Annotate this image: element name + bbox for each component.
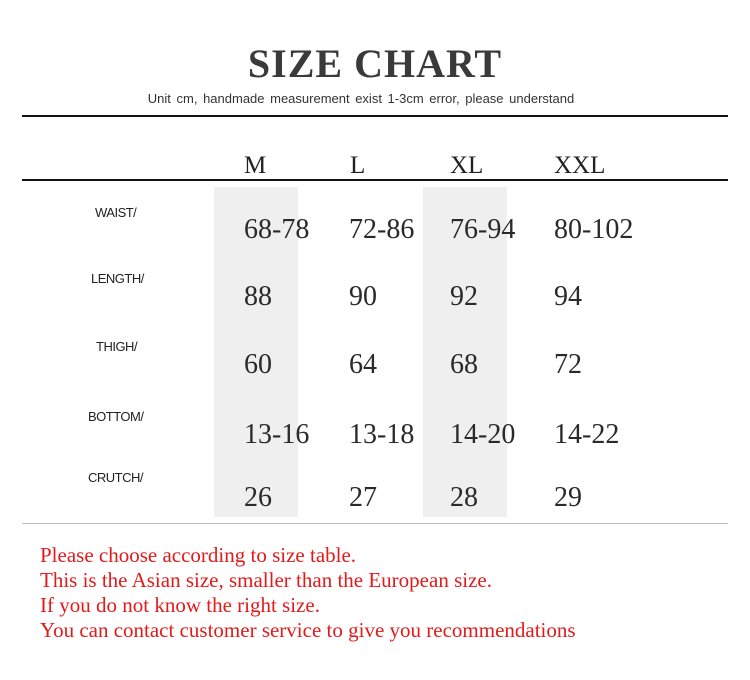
table-cell: 92 (450, 281, 478, 312)
size-header-xxl: XXL (554, 152, 606, 179)
row-label: WAIST/ (95, 205, 137, 220)
table-cell: 76-94 (450, 214, 516, 245)
note-line: You can contact customer service to give you recommendations (40, 618, 576, 642)
table-cell: 68-78 (244, 214, 310, 245)
header-divider (22, 179, 728, 181)
table-cell: 94 (554, 281, 582, 312)
row-label: THIGH/ (96, 339, 138, 354)
table-cell: 13-18 (349, 419, 415, 450)
note-line: Please choose according to size table. (40, 543, 357, 567)
note-line: If you do not know the right size. (40, 593, 320, 617)
page-title: SIZE CHART (247, 41, 503, 86)
table-cell: 13-16 (244, 419, 310, 450)
table-cell: 29 (554, 482, 582, 513)
note-line: This is the Asian size, smaller than the European size. (40, 568, 492, 592)
table-cell: 27 (349, 482, 377, 513)
table-cell: 68 (450, 349, 478, 380)
size-header-m: M (244, 152, 267, 179)
table-cell: 14-22 (554, 419, 620, 450)
table-cell: 14-20 (450, 419, 516, 450)
size-header-xl: XL (450, 152, 484, 179)
bottom-divider (22, 523, 728, 524)
row-label: CRUTCH/ (88, 470, 143, 485)
table-cell: 80-102 (554, 214, 634, 245)
table-cell: 26 (244, 482, 272, 513)
table-cell: 90 (349, 281, 377, 312)
row-label: BOTTOM/ (88, 409, 144, 424)
size-notes (40, 543, 576, 643)
table-cell: 88 (244, 281, 272, 312)
top-divider (22, 115, 728, 117)
table-cell: 64 (349, 349, 377, 380)
table-cell: 60 (244, 349, 272, 380)
table-cell: 72 (554, 349, 582, 380)
unit-note: Unit cm, handmade measurement exist 1-3cm error, please understand (147, 91, 575, 106)
table-cell: 72-86 (349, 214, 415, 245)
size-header-l: L (350, 152, 366, 179)
row-label: LENGTH/ (91, 271, 144, 286)
table-cell: 28 (450, 482, 478, 513)
